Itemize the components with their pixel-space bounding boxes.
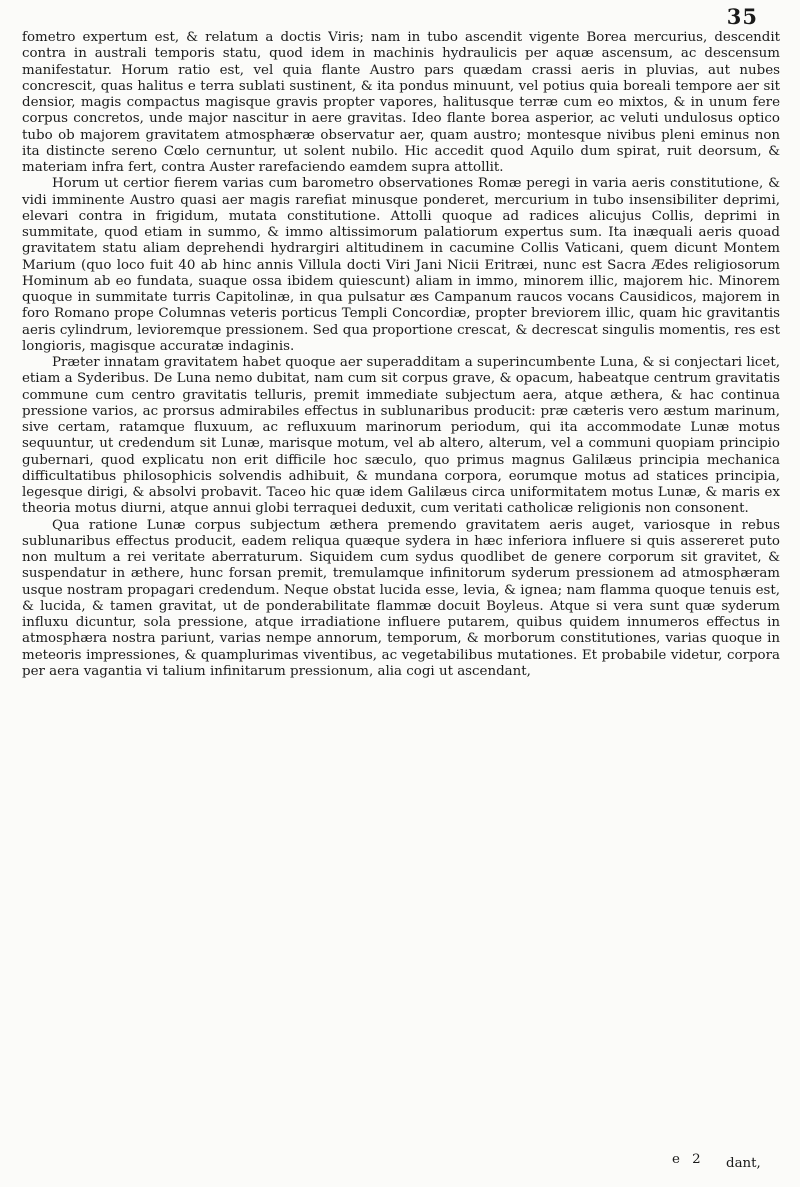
paragraph: fometro expertum est, & relatum a doctis Viris; nam in tubo ascendit vigente Borea mercurius, descendit contra in australi temporis statu, quod idem in machinis hydraulicis per aquæ ascensum, ac descensum manifestatur. Horum ratio est, vel quia flante Austro pars quædam crassi aeris in pluvias, aut nubes concrescit, quas halitus e terra sublati sustinent, & ita pondus minuunt, vel potius quia boreali tempore aer sit densior, magis compactus magisque gravis propter vapores, halitusque terræ cum eo mixtos, & in unum fere corpus concretos, unde major nascitur in aere gravitas. Ideo flante borea asperior, ac veluti undulosus optico tubo ob majorem gravitatem atmosphæræ observatur aer, quam austro; montesque nivibus pleni eminus non ita distincte sereno Cœlo cernuntur, ut solent nubilo. Hic accedit quod Aquilo dum spirat, ruit deorsum, & materiam infra fert, contra Auster rarefaciendo eamdem supra attollit.	[22, 30, 780, 175]
paragraph: Præter innatam gravitatem habet quoque aer superadditam a superincumbente Luna, & si conjectari licet, etiam a Syderibus. De Luna nemo dubitat, nam cum sit corpus grave, & opacum, habeatque centrum gravitatis commune cum centro gravitatis telluris, premit immediate subjectum aera, atque æthera, & hac continua pressione varios, ac prorsus admirabiles effectus in sublunaribus producit: præ cæteris vero æstum marinum, sive certam, ratamque fluxuum, ac refluxuum marinorum periodum, qui ita accommodate Lunæ motus sequuntur, ut credendum sit Lunæ, marisque motum, vel ab altero, alterum, vel a communi quopiam principio gubernari, quod explicatu non erit difficile hoc sæculo, quo primus magnus Galilæus principia mechanica difficultatibus philosophicis solvendis adhibuit, & mundana corpora, eorumque motus ad statices principia, legesque dirigi, & absolvi probavit. Taceo hic quæ idem Galilæus circa uniformitatem motus Lunæ, & maris ex theoria motus diurni, atque annui globi terraquei deduxit, cum veritati catholicæ religionis non consonent.	[22, 355, 780, 517]
paragraph: Horum ut certior fierem varias cum barometro observationes Romæ peregi in varia aeris constitutione, & vidi imminente Austro quasi aer magis rarefiat minusque ponderet, mercurium in tubo insensibiliter deprimi, elevari contra in frigidum, mutata constitutione. Attolli quoque ad radices alicujus Collis, deprimi in summitate, quod etiam in summo, & immo altissimorum palatiorum expertus sum. Ita inæquali aeris quoad gravitatem statu aliam deprehendi hydrargiri altitudinem in cacumine Collis Vaticani, quem dicunt Montem Marium (quo loco fuit 40 ab hinc annis Villula docti Viri Jani Nicii Eritræi, nunc est Sacra Ædes religiosorum Hominum ab eo fundata, suaque ossa ibidem quiescunt) aliam in immo, minorem illic, majorem hic. Minorem quoque in summitate turris Capitolinæ, in qua pulsatur æs Campanum raucos vocans Causidicos, majorem in foro Romano prope Columnas veteris porticus Templi Concordiæ, propter breviorem illic, quam hic gravitantis aeris cylindrum, levioremque pressionem. Sed qua proportione crescat, & decrescat singulis momentis, res est longioris, magisque accuratæ indaginis.	[22, 176, 780, 354]
signature-mark: e 2	[672, 1152, 705, 1167]
paragraph: Qua ratione Lunæ corpus subjectum æthera premendo gravitatem aeris auget, variosque in rebus sublunaribus effectus producit, eadem reliqua quæque sydera in hæc inferiora influere si quis assereret puto non multum a rei veritate aberraturum. Siquidem cum sydus quodlibet de genere corporum sit gravitet, & suspendatur in æthere, hunc forsan premit, tremulamque infinitorum syderum pressionem ad atmosphæram usque nostram propagari credendum. Neque obstat lucida esse, levia, & ignea; nam flamma quoque tenuis est, & lucida, & tamen gravitat, ut de ponderabilitate flammæ docuit Boyleus. Atque si vera sunt quæ syderum influxu dicuntur, sola pressione, atque irradiatione influere putarem, quibus quidem innumeros effectus in atmosphæra nostra pariunt, varias nempe annorum, temporum, & morborum constitutiones, varias quoque in meteoris impressiones, & quamplurimas viventibus, ac vegetabilibus mutationes. Et probabile videtur, corpora per aera vagantia vi talium infinitarum pressionum, alia cogi ut ascendant,	[22, 517, 780, 679]
page-number: 35	[726, 4, 758, 29]
body-text	[22, 30, 780, 680]
catchword: dant,	[726, 1156, 761, 1171]
